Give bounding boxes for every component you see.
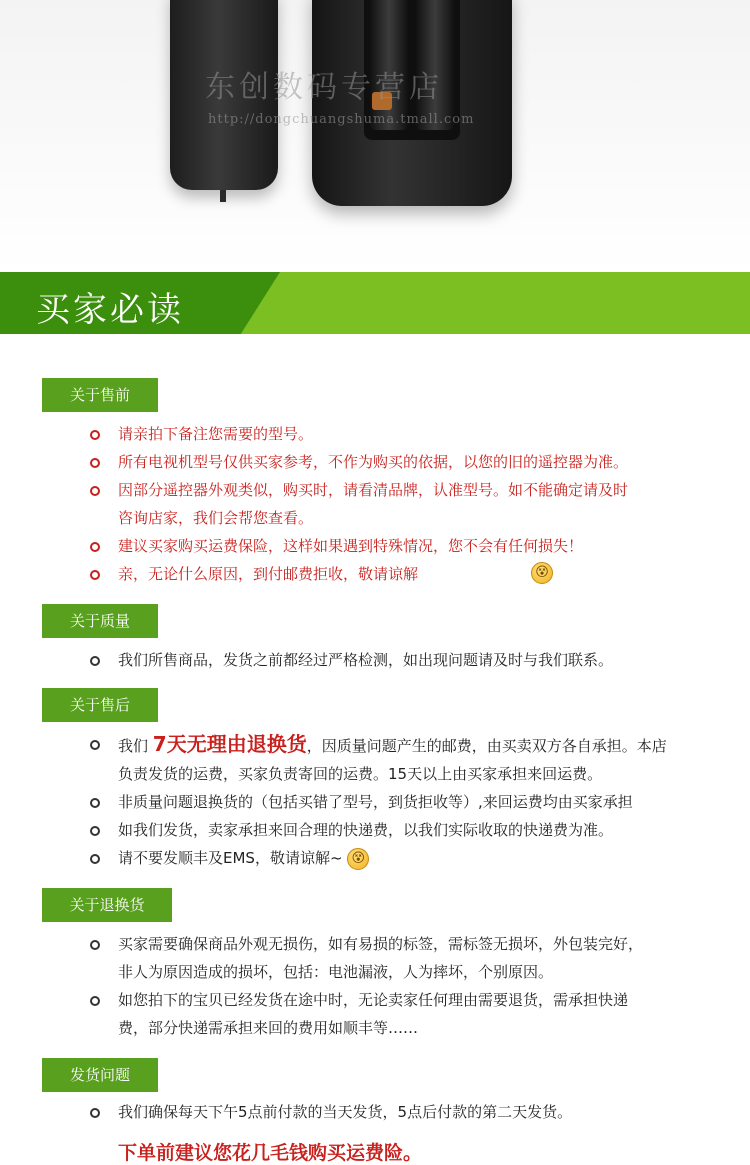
list-item-continuation: 咨询店家，我们会帮您查看。 [118,509,314,527]
buyer-notice-banner [0,272,750,334]
product-photo [0,0,750,272]
list-item: 如您拍下的宝贝已经发货在途中时，无论卖家任何理由需要退货，需承担快递 [92,986,712,1014]
list-item: 我们所售商品，发货之前都经过严格检测，如出现问题请及时与我们联系。 [92,646,712,674]
store-watermark-url: http://dongchuangshuma.tmall.com [208,112,475,127]
list-item-continuation: 非人为原因造成的损坏，包括：电池漏液，人为摔坏，个别原因。 [118,963,554,981]
list-item: 请亲拍下备注您需要的型号。 [92,420,712,448]
tag-shipping: 发货问题 [42,1058,158,1092]
tag-returns: 关于退换货 [42,888,172,922]
list-item: 请不要发顺丰及EMS，敬请谅解~ 😵 [92,844,712,872]
dizzy-face-icon: 😵 [531,562,553,584]
tag-quality: 关于质量 [42,604,158,638]
seven-day-return-highlight: 7天无理由退换货 [152,732,307,756]
list-item: 亲，无论什么原因，到付邮费拒收，敬请谅解 [92,560,712,588]
tag-aftersale: 关于售后 [42,688,158,722]
list-item: 我们确保每天下午5点前付款的当天发货，5点后付款的第二天发货。 [92,1098,712,1126]
list-item: 所有电视机型号仅供买家参考，不作为购买的依据，以您的旧的遥控器为准。 [92,448,712,476]
tag-presale: 关于售前 [42,378,158,412]
list-item: 如我们发货，卖家承担来回合理的快递费，以我们实际收取的快递费为准。 [92,816,712,844]
banner-title: 买家必读 [36,290,184,330]
list-item: 非质量问题退换货的（包括买错了型号，到货拒收等）,来回运费均由买家承担 [92,788,712,816]
dizzy-face-icon: 😵 [347,848,369,870]
list-item: 因部分遥控器外观类似，购买时，请看清品牌，认准型号。如不能确定请及时 [92,476,712,504]
list-item: 我们 7天无理由退换货，因质量问题产生的邮费，由买卖双方各自承担。本店 [92,730,712,760]
list-item: 建议买家购买运费保险，这样如果遇到特殊情况，您不会有任何损失！ [92,532,712,560]
list-item-continuation: 费，部分快递需承担来回的费用如顺丰等…… [118,1019,419,1037]
list-item: 买家需要确保商品外观无损伤，如有易损的标签，需标签无损坏，外包装完好， [92,930,712,958]
list-item-continuation: 负责发货的运费，买家负责寄回的运费。15天以上由买家承担来回运费。 [118,765,603,783]
store-watermark: 东创数码专营店 [205,70,443,105]
shipping-insurance-note: 下单前建议您花几毛钱购买运费险。 [118,1142,423,1164]
